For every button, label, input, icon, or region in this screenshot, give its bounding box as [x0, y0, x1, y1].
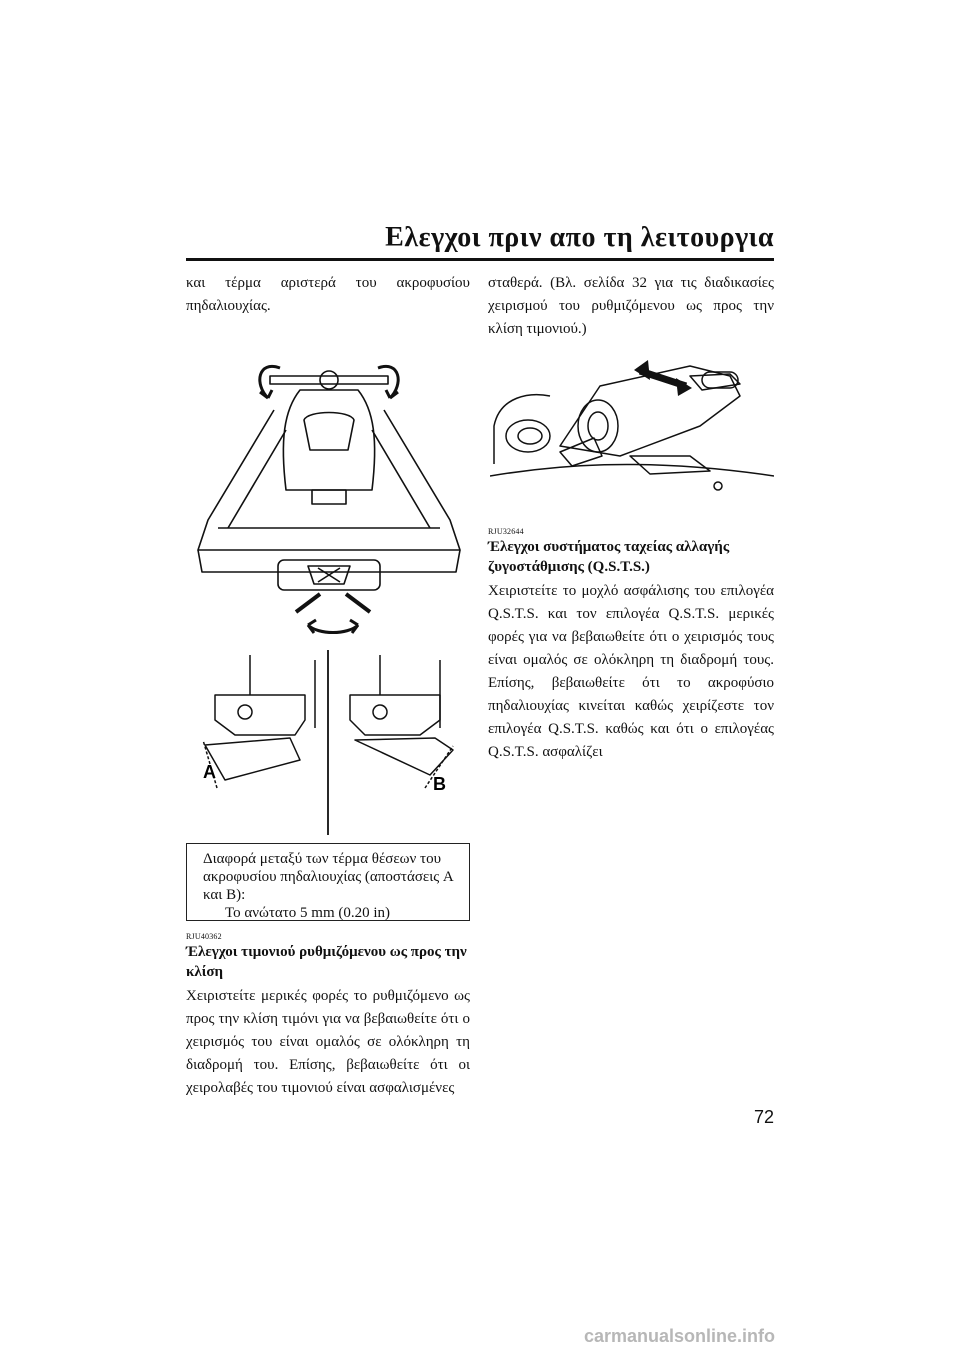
right-continuation: σταθερά. (Βλ. σελίδα 32 για τις διαδικασίες χειρισμού του ρυθμιζόμενου ως προς την κλίση τιμονιού.) — [488, 275, 774, 337]
spec-value: Το ανώτατο 5 mm (0.20 in) — [225, 905, 391, 921]
section-tilt-steering — [186, 932, 470, 1100]
header-rule — [186, 258, 774, 261]
left-continuation: και τέρμα αριστερά του ακροφυσίου πηδαλιουχίας. — [186, 275, 470, 314]
spec-box — [186, 843, 470, 921]
section-body: Χειριστείτε το μοχλό ασφάλισης του επιλογέα Q.S.T.S. και τον επιλογέα Q.S.T.S. μερικές φορές για να βεβαιωθείτε ότι ο χειρισμός τους είναι ομαλός σε ολόκληρη τη διαδρομή τους. Επίσης, βεβαιωθείτε ότι το ακροφύσιο πηδαλιουχίας κινείται καθώς χειρίζεστε τον επιλογέα Q.S.T.S. καθώς και ότι ο επιλογέας Q.S.T.S. ασφαλίζει — [488, 583, 774, 760]
label-a: A — [203, 762, 216, 782]
section-heading: Έλεγχοι τιμονιού ρυθμιζόμενου ως προς την κλίση — [186, 944, 467, 980]
right-continuation-text — [488, 272, 774, 341]
jetski-rear-illustration — [188, 350, 470, 635]
label-b: B — [433, 774, 446, 794]
left-continuation-text — [186, 272, 470, 318]
page-number: 72 — [753, 1107, 774, 1127]
page-title: Ελεγχοι πριν απο τη λειτουργια — [385, 222, 774, 253]
spec-text: Διαφορά μεταξύ των τέρμα θέσεων του ακροφυσίου πηδαλιουχίας (αποστάσεις A και B): — [203, 851, 453, 903]
section-body: Χειριστείτε μερικές φορές το ρυθμιζόμενο ως προς την κλίση τιμόνι για να βεβαιωθείτε ότι ο χειρισμός του είναι ομαλός σε ολόκληρη τη διαδρομή του. Επίσης, βεβαιωθείτε ότι οι χειρολαβές του τιμονιού είναι ασφαλισμένες — [186, 988, 470, 1096]
section-qsts — [488, 527, 774, 764]
qsts-illustration — [490, 356, 774, 518]
watermark: carmanualsonline.info — [584, 1326, 776, 1346]
section-code: RJU32644 — [488, 527, 524, 536]
nozzle-diagrams — [195, 650, 460, 835]
section-heading: Έλεγχοι συστήματος ταχείας αλλαγής ζυγοστάθμισης (Q.S.T.S.) — [488, 539, 730, 575]
section-code: RJU40362 — [186, 932, 222, 941]
